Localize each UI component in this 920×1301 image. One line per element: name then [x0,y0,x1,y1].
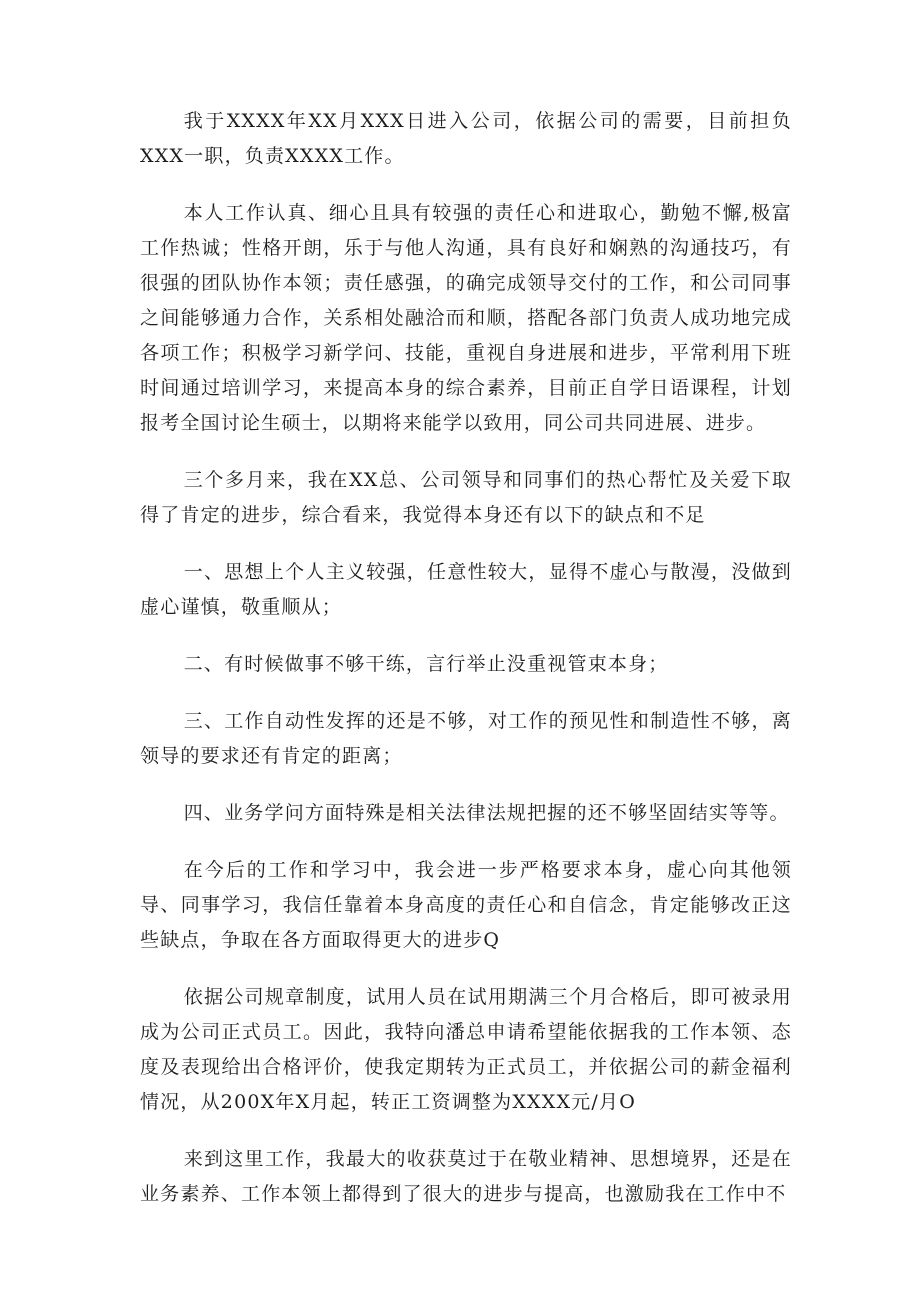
paragraph-entry-date: 我于XXXX年XX月XXX日进入公司，依据公司的需要，目前担负XXX一职，负责XXXX工作。 [140,110,792,167]
paragraph-future-plan: 在今后的工作和学习中，我会进一步严格要求本身，虚心向其他领导、同事学习，我信任靠着本身高度的责任心和自信念，肯定能够改正这些缺点，争取在各方面取得更大的进步Q [140,859,792,951]
paragraph-progress-summary: 三个多月来，我在XX总、公司领导和同事们的热心帮忙及关爱下取得了肯定的进步，综合看来，我觉得本身还有以下的缺点和不足 [140,469,792,526]
paragraph-shortcoming-1: 一、思想上个人主义较强，任意性较大，显得不虚心与散漫，没做到虚心谨慎，敬重顺从； [140,561,792,618]
document-body [140,104,792,1234]
paragraph-shortcoming-2: 二、有时候做事不够干练，言行举止没重视管束本身； [183,653,669,675]
paragraph-shortcoming-3: 三、工作自动性发挥的还是不够，对工作的预见性和制造性不够，离领导的要求还有肯定的距离； [140,710,792,767]
paragraph-shortcoming-4: 四、业务学问方面特殊是相关法律法规把握的还不够坚固结实等等。 [183,802,790,824]
paragraph-gains: 来到这里工作，我最大的收获莫过于在敬业精神、思想境界，还是在业务素养、工作本领上都得到了很大的进步与提高，也激励我在工作中不 [140,1148,792,1205]
paragraph-self-assessment: 本人工作认真、细心且具有较强的责任心和进取心，勤勉不懈,极富工作热诚；性格开朗，乐于与他人沟通，具有良好和娴熟的沟通技巧，有很强的团队协作本领；责任感强，的确完成领导交付的工作，和公司同事之间能够通力合作，关系相处融洽而和顺，搭配各部门负责人成功地完成各项工作；积极学习新学问、技能，重视自身进展和进步，平常利用下班时间通过培训学习，来提高本身的综合素养，目前正自学日语课程，计划报考全国讨论生硕士，以期将来能学以致用，同公司共同进展、进步。 [140,202,792,434]
paragraph-application: 依据公司规章制度，试用人员在试用期满三个月合格后，即可被录用成为公司正式员工。因此，我特向潘总申请希望能依据我的工作本领、态度及表现给出合格评价，使我定期转为正式员工，并依据公司的薪金福利情况，从200X年X月起，转正工资调整为XXXX元/月O [140,986,792,1113]
